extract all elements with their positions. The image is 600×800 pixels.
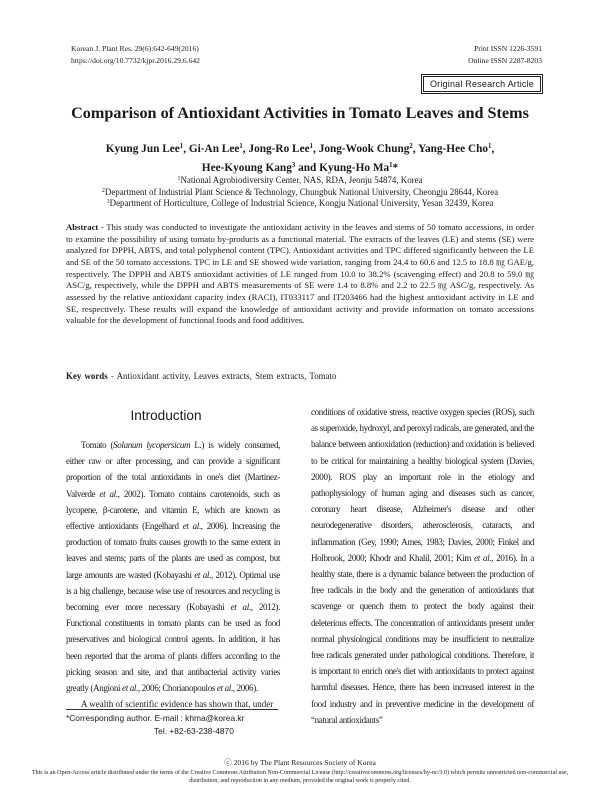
author-name: Hee-Kyoung Kang [201, 162, 292, 174]
copyright-notice: ⓒ 2016 by The Plant Resources Society of Korea [224, 758, 376, 767]
author-line-2: Hee-Kyoung Kang$^3$ and Kyung-Ho Ma$^1$* [201, 162, 399, 174]
corresponding-email[interactable]: *Corresponding author. E-mail : khma@korea.kr [66, 713, 245, 723]
keywords [66, 370, 534, 382]
corresponding-marker: * [392, 162, 399, 174]
introduction-heading: Introduction [130, 408, 202, 423]
abstract [66, 222, 534, 327]
affiliation-3 [60, 198, 540, 210]
text-run: conditions of oxidative stress, reactive oxygen species (ROS), such as superoxide, hydroxyl, and peroxyl radicals, are generated, and the balance between antioxidation (reduction) and oxidation is believed to be critical for maintaining a healthy biological system (Davies, 2000). ROS play an important role in the etiology and pathophysiology of human aging and diseases such as cancer, coronary heart disease, Alzheimer's disease and other neurodegenerative disorders, atherosclerosis, cataracts, and inflammation (Gey, 1990; Ames, 1983; Davies, 2000; Finkel and Holbrook, 2000; Khodr and Khalil, 2001; Kim [311, 407, 535, 563]
species-name: Solanum lycopersicum [113, 440, 191, 450]
doi-link[interactable]: https://doi.org/10.7732/kjpr.2016.29.6.642 [71, 55, 200, 65]
intro-paragraph-3 [311, 404, 534, 728]
author-name: Jong-Ro Lee [248, 143, 310, 155]
et-al: et al [99, 488, 116, 499]
affil-sup: 2 [101, 187, 105, 194]
author-affil-sup: 2 [409, 143, 413, 150]
author-affil-sup: 1 [179, 143, 184, 150]
footnote-divider [66, 709, 278, 710]
affil-text: Department of Industrial Plant Science & Technology, Chungbuk National University, Cheongju 28644, Korea [104, 186, 499, 197]
text-run: ., 2012). Optimal use is a big challenge, because wise use of resources and recycling is becoming ever more necessary (Kobayashi [66, 569, 280, 613]
right-column [311, 404, 534, 728]
online-issn: Online ISSN 2287-8203 [468, 55, 542, 65]
et-al: et al [122, 683, 137, 694]
affiliations [60, 175, 540, 210]
print-issn: Print ISSN 1226-3591 [474, 44, 542, 53]
author-name: Kyung-Ho Ma [319, 162, 390, 174]
et-al: et al [474, 552, 490, 563]
author-affil-sup: 1 [309, 143, 314, 150]
author-name: Gi-An Lee [188, 143, 240, 155]
intro-paragraph-1 [66, 437, 280, 696]
abstract-text: - This study was conducted to investigate the antioxidant activity in the leaves and stems of 50 tomato accessions, in order to examine the possibility of using tomato by-products as a functional material. The extracts of the leaves (LE) and stems (SE) were analyzed for DPPH, ABTS, and total polyphenol content (TPC). Antioxidant activities and TPC differed significantly between the LE and SE of the 50 tomato accessions. TPC in LE and SE showed wide variation, ranging from 24.4 to 60.6 and 12.5 to 18.8 ㎎ GAE/g, respectively. The DPPH and ABTS antioxidant activities of LE ranged from 10.0 to 38.2% (scavenging effect) and 20.8 to 59.0 ㎎ ASC/g, respectively, while the DPPH and ABTS measurements of SE were 1.4 to 8.8% and 2.2 to 22.5 ㎎ ASC/g, respectively. As assessed by the relative antioxidant capacity index (RACI), IT033117 and IT203466 had the highest antioxidant activity in LE and SE, respectively. These results will expand the knowledge of antioxidant activity and provide information on tomato accessions valuable for the development of functional foods and food additives. [66, 222, 534, 326]
author-name: Yang-Hee Cho [418, 143, 489, 155]
et-al: et al [216, 683, 231, 694]
affil-sup: 3 [106, 199, 110, 206]
paper-title: Comparison of Antioxidant Activities in Tomato Leaves and Stems [71, 104, 529, 122]
journal-header [71, 43, 200, 66]
keywords-label: Key words [66, 371, 108, 381]
text-run: Tomato ( [81, 440, 114, 450]
author-affil-sup: 3 [291, 162, 296, 169]
affil-text: National Agrobiodiversity Center, NAS, RDA, Jeonju 54874, Korea [180, 175, 423, 185]
article-type-badge [421, 74, 543, 94]
text-run: L.) is widely consumed, either raw or after processing, and can provide a significant proportion of the total antioxidants in one's diet (Martinez-Valverde [66, 440, 280, 499]
abstract-label: Abstract [66, 222, 99, 232]
author-name: Kyung Jun Lee [105, 143, 180, 155]
author-affil-sup: 1 [389, 162, 393, 169]
intro-paragraph-2: A wealth of scientific evidence has shown that, under [81, 699, 274, 710]
text-run: ., 2006; Chorianopoulos [136, 683, 217, 694]
text-run: ., 2006). [230, 683, 258, 694]
text-run: ., 2006). Increasing the production of tomato fruits causes growth to the same extent in leaves and stems; parts of the plants are used as compost, but large amounts are wasted (Kobayashi [66, 521, 280, 580]
author-list [60, 140, 540, 178]
left-column [66, 437, 280, 712]
affiliation-2 [60, 187, 540, 199]
affil-text: Department of Horticulture, College of Industrial Science, Kongju National University, Yesan 32439, Korea [109, 198, 494, 209]
author-name: Jong-Wook Chung [318, 143, 410, 155]
et-al: et al [194, 569, 210, 580]
journal-citation: Korean J. Plant Res. 29(6):642-649(2016) [71, 44, 199, 53]
article-type-label: Original Research Article [423, 76, 541, 92]
corresponding-tel: Tel. +82-63-238-4870 [154, 725, 234, 736]
keywords-text: - Antioxidant activity, Leaves extracts, Stem extracts, Tomato [107, 371, 337, 381]
et-al: et al [182, 521, 199, 532]
license-notice: This is an Open-Access article distributed under the terms of the Creative Commons Attribution Non-Commercial License (http://creativecommons.org/licenses/by-nc/3.0) which permits unrestricted non-commercial use, distribution, and reproduction in any medium, provided the original work is properly cited. [31, 770, 569, 784]
text-run: ., 2016). In a healthy state, there is a dynamic balance between the production of free radicals in the body and the generation of antioxidants that scavenge or quench them to protect the body against their deleterious effects. The concentration of antioxidants present under normal physiological conditions may be insufficient to neutralize free radicals generated under pathological conditions. Therefore, it is important to enrich one's diet with antioxidants to protect against harmful diseases. Hence, there has been increased interest in the food industry and in preventive medicine in the development of “natural antioxidants” [311, 552, 534, 725]
author-affil-sup: 1 [488, 143, 492, 150]
text-run: ., 2012). Functional constituents in tomato plants can be used as food preservatives and biological control agents. In addition, it has been reported that the aroma of plants differs according to the picking season and site, and that antibacterial activity varies greatly (Angioni [66, 602, 280, 694]
author-line-1: Kyung Jun Lee$^1$, Gi-An Lee$^1$, Jong-Ro Lee$^1$, Jong-Wook Chung$^2$, Yang-Hee Cho$^1$, [105, 143, 495, 155]
affil-sup: 1 [177, 176, 181, 182]
issn-block [468, 43, 542, 66]
author-affil-sup: 1 [239, 143, 243, 150]
text-run: ., 2002). Tomato contains carotenoids, such as lycopene, β-carotene, and vitamin E, which are known as effective antioxidants (Engelhard [66, 488, 280, 532]
affiliation-1 [60, 175, 540, 187]
corresponding-footnote [66, 712, 280, 737]
et-al: et al [230, 602, 249, 613]
